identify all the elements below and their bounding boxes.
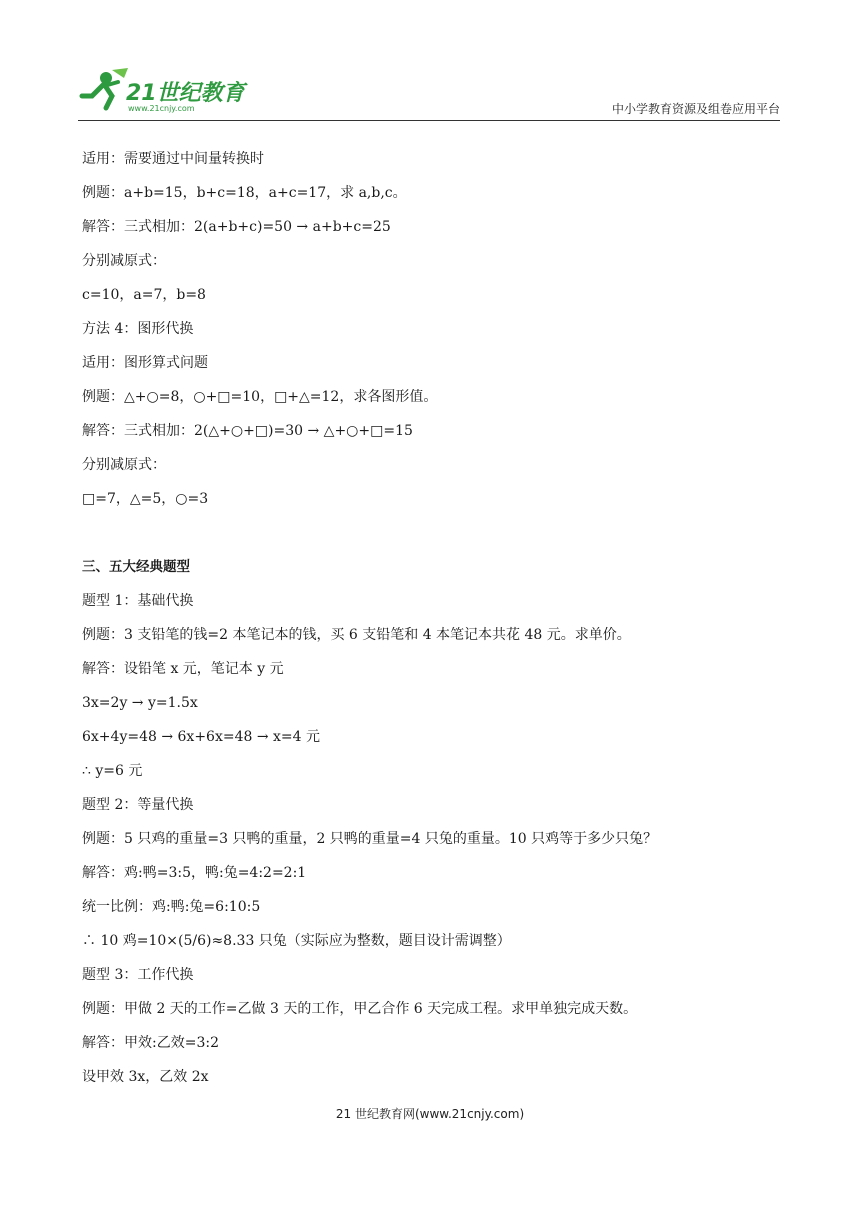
logo-subtext: www.21cnjy.com <box>128 104 195 113</box>
text-line: 解答：设铅笔 x 元，笔记本 y 元 <box>82 661 284 677</box>
text-line: 统一比例：鸡:鸭:兔=6:10:5 <box>82 899 261 915</box>
text-line: 分别减原式： <box>82 457 166 473</box>
text-line: ∴ 10 鸡=10×(5/6)≈8.33 只兔（实际应为整数，题目设计需调整） <box>82 933 511 949</box>
logo <box>78 66 248 116</box>
text-line: 例题：a+b=15，b+c=18，a+c=17，求 a,b,c。 <box>82 185 407 201</box>
type-heading: 题型 2：等量代换 <box>82 797 194 813</box>
text-line: 例题：5 只鸡的重量=3 只鸭的重量，2 只鸭的重量=4 只兔的重量。10 只鸡等于多少只兔？ <box>82 831 658 847</box>
section-title: 三、五大经典题型 <box>82 559 190 575</box>
text-line: c=10，a=7，b=8 <box>82 287 206 303</box>
text-line: □=7，△=5，○=3 <box>82 491 209 507</box>
page-header <box>78 66 780 126</box>
text-line: 例题：3 支铅笔的钱=2 本笔记本的钱，买 6 支铅笔和 4 本笔记本共花 48 元。求单价。 <box>82 627 631 643</box>
text-line: 解答：鸡:鸭=3:5，鸭:兔=4:2=2:1 <box>82 865 307 881</box>
text-line: 6x+4y=48 → 6x+6x=48 → x=4 元 <box>82 729 321 745</box>
type-heading: 题型 1：基础代换 <box>82 593 194 609</box>
text-line: ∴ y=6 元 <box>82 763 143 779</box>
text-line: 适用：图形算式问题 <box>82 355 208 371</box>
text-line: 解答：甲效:乙效=3:2 <box>82 1035 219 1051</box>
blank-line <box>82 516 782 550</box>
text-line: 分别减原式： <box>82 253 166 269</box>
type-heading: 题型 3：工作代换 <box>82 967 194 983</box>
text-line: 适用：需要通过中间量转换时 <box>82 151 264 167</box>
document-body <box>82 142 782 1094</box>
text-line: 设甲效 3x，乙效 2x <box>82 1069 209 1085</box>
text-line: 例题：甲做 2 天的工作=乙做 3 天的工作，甲乙合作 6 天完成工程。求甲单独完成天数。 <box>82 1001 638 1017</box>
header-divider <box>78 120 780 121</box>
page-footer: 21 世纪教育网(www.21cnjy.com) <box>335 1107 525 1121</box>
text-line: 例题：△+○=8，○+□=10，□+△=12，求各图形值。 <box>82 389 438 405</box>
platform-text: 中小学教育资源及组卷应用平台 <box>611 102 780 116</box>
method-heading: 方法 4：图形代换 <box>82 321 194 337</box>
logo-text: 21世纪教育 <box>126 81 245 106</box>
text-line: 解答：三式相加：2(△+○+□)=30 → △+○+□=15 <box>82 423 413 439</box>
text-line: 3x=2y → y=1.5x <box>82 695 198 711</box>
text-line: 解答：三式相加：2(a+b+c)=50 → a+b+c=25 <box>82 219 391 235</box>
runner-icon <box>82 68 128 108</box>
